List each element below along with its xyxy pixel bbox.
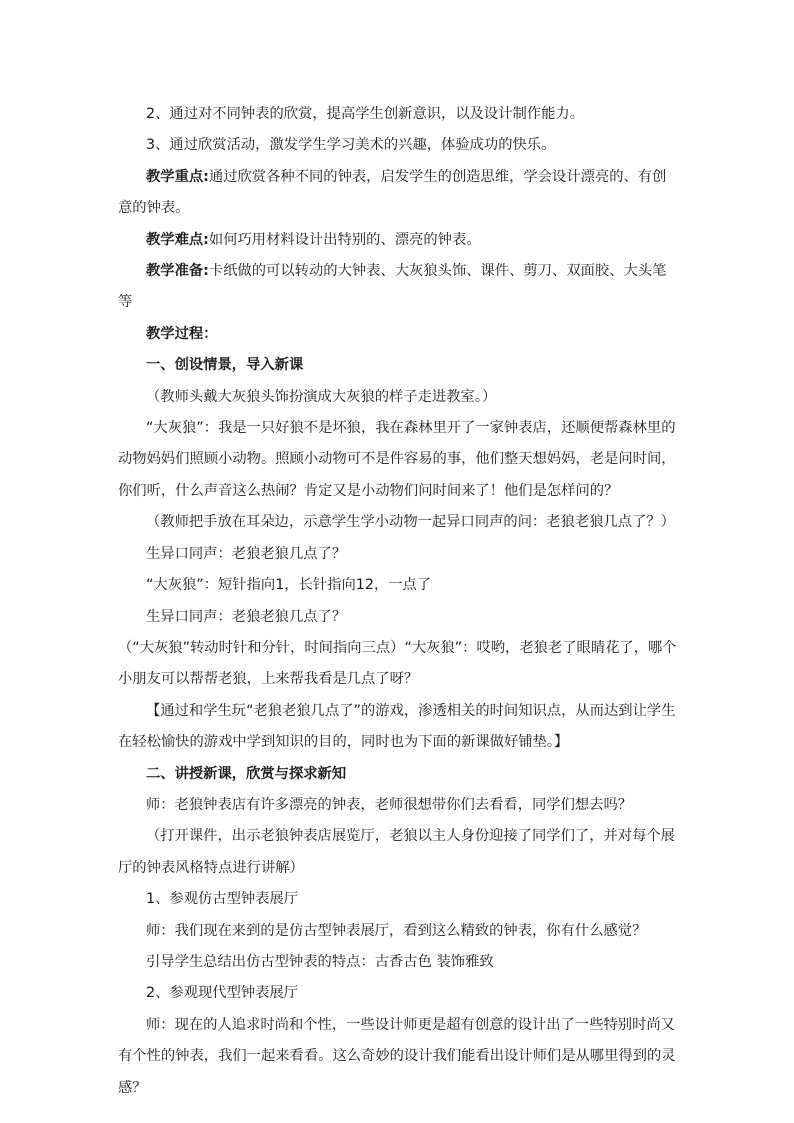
stage-direction-2: （教师把手放在耳朵边，示意学生学小动物一起异口同声的问：老狼老狼几点了？）: [146, 514, 675, 531]
teaching-key-points-text: 通过欣赏各种不同的钟表，启发学生的创造思维，学会设计漂亮的、有创意的钟表。: [118, 168, 667, 217]
teaching-process-heading: 教学过程：: [146, 325, 218, 342]
teaching-preparation-label: 教学准备:: [146, 263, 209, 280]
section-1-heading: 一、创设情景，导入新课: [146, 357, 304, 374]
teacher-line-3: 师：现在的人追求时尚和个性，一些设计师更是超有创意的设计出了一些特别时尚又有个性的钟表，我们一起来看看。这么奇妙的设计我们能看出设计师们是从哪里得到的灵感？: [118, 1016, 676, 1096]
summary-1: 引导学生总结出仿古型钟表的特点：古香古色 装饰雅致: [146, 953, 494, 970]
students-reply-1: 生异口同声：老狼老狼几点了？: [146, 545, 347, 562]
teacher-line-1: 师：老狼钟表店有许多漂亮的钟表，老师很想带你们去看看，同学们想去吗？: [146, 796, 633, 813]
document-body: [118, 99, 680, 1104]
goal-3: 3、通过欣赏活动，激发学生学习美术的兴趣，体验成功的快乐。: [146, 137, 556, 154]
visit-item-2: 2、参观现代型钟表展厅: [146, 985, 299, 1002]
teaching-key-points: [118, 162, 680, 225]
teaching-key-points-label: 教学重点:: [146, 168, 209, 185]
stage-direction-1: （教师头戴大灰狼头饰扮演成大灰狼的样子走进教室。）: [146, 388, 497, 405]
visit-item-1: 1、参观仿古型钟表展厅: [146, 891, 299, 908]
teaching-preparation: [118, 256, 680, 319]
design-note: 【通过和学生玩“老狼老狼几点了”的游戏，渗透相关的时间知识点，从而达到让学生在轻松愉快的游戏中学到知识的目的，同时也为下面的新课做好铺垫。】: [118, 702, 676, 751]
goal-2: 2、通过对不同钟表的欣赏，提高学生创新意识，以及设计制作能力。: [146, 106, 584, 122]
wolf-speech-2: “大灰狼”：短针指向1，长针指向12，一点了: [146, 577, 432, 594]
teaching-difficulty: [118, 225, 680, 256]
teaching-preparation-text: 卡纸做的可以转动的大钟表、大灰狼头饰、课件、剪刀、双面胶、大头笔等: [118, 263, 667, 311]
teacher-line-2: 师：我们现在来到的是仿古型钟表展厅，看到这么精致的钟表，你有什么感觉？: [146, 922, 647, 939]
teaching-difficulty-text: 如何巧用材料设计出特别的、漂亮的钟表。: [208, 231, 481, 248]
wolf-speech-1: “大灰狼”：我是一只好狼不是坏狼，我在森林里开了一家钟表店，还顺便帮森林里的动物妈妈们照顾小动物。照顾小动物可不是件容易的事，他们整天想妈妈，老是问时间，你们听，什么声音这么热闹？肯定又是小动物们问时间来了！他们是怎样问的？: [118, 420, 676, 499]
teaching-difficulty-label: 教学难点:: [146, 231, 209, 248]
section-2-heading: 二、讲授新课，欣赏与探求新知: [146, 765, 347, 782]
stage-direction-4: （打开课件，出示老狼钟表店展览厅，老狼以主人身份迎接了同学们了，并对每个展厅的钟表风格特点进行讲解）: [118, 828, 675, 876]
stage-direction-3: （“大灰狼”转动时针和分针，时间指向三点）“大灰狼”：哎哟，老狼老了眼睛花了，哪个小朋友可以帮帮老狼，上来帮我看是几点了呀？: [118, 639, 677, 688]
students-reply-2: 生异口同声：老狼老狼几点了？: [146, 608, 347, 625]
